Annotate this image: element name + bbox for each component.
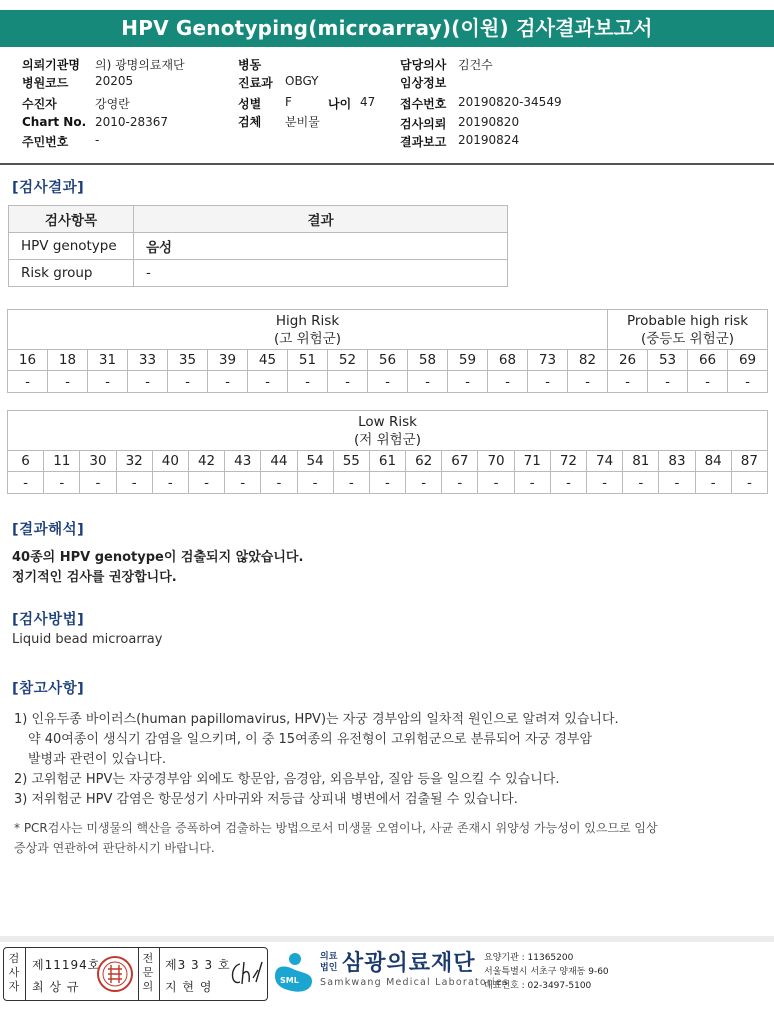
genotype-result-cell: -	[225, 472, 261, 494]
low-risk-label-ko: (저 위험군)	[354, 431, 421, 448]
specialist-label-text: 전 문 의	[142, 952, 154, 993]
sex-value: F	[285, 95, 292, 109]
genotype-result-cell: -	[88, 371, 128, 393]
genotype-result-cell: -	[514, 472, 550, 494]
high-risk-group-header	[8, 310, 608, 350]
genotype-cell: 62	[406, 451, 442, 472]
signature-box	[3, 947, 268, 1001]
report-date: 20190824	[458, 133, 520, 147]
genotype-result-cell: -	[623, 472, 659, 494]
sex-label: 성별	[238, 97, 262, 111]
genotype-result-cell: -	[44, 472, 80, 494]
genotype-result-cell: -	[478, 472, 514, 494]
genotype-cell: 30	[80, 451, 116, 472]
request-label: 검사의뢰	[400, 117, 447, 131]
genotype-cell: 51	[288, 350, 328, 371]
genotype-result-cell: -	[48, 371, 88, 393]
age-label: 나이	[328, 97, 352, 111]
genotype-cell: 61	[369, 451, 405, 472]
genotype-cell: 67	[442, 451, 478, 472]
genotype-result-cell: -	[406, 472, 442, 494]
genotype-cell: 55	[333, 451, 369, 472]
genotype-value-row	[8, 472, 768, 494]
section-notes-heading: [참고사항]	[12, 681, 85, 697]
low-risk-group-header	[8, 411, 768, 451]
corp-label-line: 법인	[320, 963, 338, 973]
genotype-result-cell: -	[728, 371, 768, 393]
high-risk-table	[7, 309, 768, 393]
genotype-result-cell: -	[369, 472, 405, 494]
note-item: 1) 인유두종 바이러스(human papillomavirus, HPV)는 자궁 경부암의 일차적 원인으로 알려져 있습니다.	[14, 712, 619, 727]
genotype-result-cell: -	[550, 472, 586, 494]
request-date: 20190820	[458, 115, 520, 129]
note-item: 3) 저위험군 HPV 감염은 항문성기 사마귀와 저등급 상피내 병변에서 검출될 수 있습니다.	[14, 792, 518, 807]
org-logo	[270, 944, 770, 1004]
genotype-cell: 52	[328, 350, 368, 371]
genotype-cell: 87	[731, 451, 767, 472]
hospital-code-value: 20205	[95, 74, 134, 88]
genotype-cell: 53	[648, 350, 688, 371]
genotype-cell: 42	[188, 451, 224, 472]
specialist-name: 지 현 영	[165, 980, 213, 994]
probable-high-risk-label: Probable high risk	[627, 312, 749, 329]
org-name: 삼광의료재단	[342, 951, 476, 976]
result-value: 음성	[134, 233, 508, 260]
genotype-row	[8, 451, 768, 472]
specialist-label	[139, 952, 157, 994]
note-item: 2) 고위험군 HPV는 자궁경부암 외에도 항문암, 음경암, 외음부암, 질암 등을 일으킬 수 있습니다.	[14, 772, 560, 787]
genotype-cell: 71	[514, 451, 550, 472]
result-item: Risk group	[9, 260, 134, 287]
genotype-result-cell: -	[442, 472, 478, 494]
corp-label-line: 의료	[320, 952, 338, 962]
specimen-value: 분비물	[285, 115, 320, 129]
note-item-continued: 약 40여종이 생식기 감염을 일으키며, 이 중 15여종의 유전형이 고위험군으로 분류되어 자궁 경부암	[28, 732, 593, 747]
doctor-label: 담당의사	[400, 58, 447, 72]
genotype-result-cell: -	[608, 371, 648, 393]
corp-label	[320, 952, 337, 974]
genotype-result-cell: -	[8, 472, 44, 494]
result-table	[8, 205, 508, 287]
section-interpretation-heading: [결과해석]	[12, 522, 85, 538]
genotype-cell: 35	[168, 350, 208, 371]
chart-label: Chart No.	[22, 115, 87, 129]
specimen-label: 검체	[238, 115, 262, 129]
genotype-result-cell: -	[152, 472, 188, 494]
result-value: -	[134, 260, 508, 287]
clinical-label: 임상정보	[400, 76, 447, 90]
genotype-result-cell: -	[488, 371, 528, 393]
genotype-cell: 54	[297, 451, 333, 472]
genotype-cell: 74	[587, 451, 623, 472]
interpretation-line: 정기적인 검사를 권장합니다.	[12, 570, 177, 585]
genotype-cell: 40	[152, 451, 188, 472]
examiner-seal-icon	[96, 955, 134, 993]
genotype-cell: 69	[728, 350, 768, 371]
genotype-cell: 45	[248, 350, 288, 371]
genotype-value-row	[8, 371, 768, 393]
genotype-result-cell: -	[188, 472, 224, 494]
footnote	[14, 818, 658, 858]
genotype-cell: 84	[695, 451, 731, 472]
result-header-item: 검사항목	[9, 206, 134, 233]
probable-high-risk-label-ko: (중등도 위험군)	[640, 330, 735, 347]
genotype-cell: 6	[8, 451, 44, 472]
genotype-result-cell: -	[208, 371, 248, 393]
probable-high-risk-group-header	[608, 310, 768, 350]
genotype-result-cell: -	[8, 371, 48, 393]
examiner-label	[5, 952, 23, 994]
high-risk-label: High Risk	[275, 312, 340, 329]
org-code: 요양기관 : 11365200	[484, 953, 574, 963]
org-phone: 대표번호 : 02-3497-5100	[484, 981, 592, 991]
genotype-cell: 32	[116, 451, 152, 472]
genotype-cell: 58	[408, 350, 448, 371]
section-result-heading: [검사결과]	[12, 180, 85, 196]
genotype-cell: 83	[659, 451, 695, 472]
genotype-result-cell: -	[116, 472, 152, 494]
genotype-cell: 31	[88, 350, 128, 371]
genotype-result-cell: -	[448, 371, 488, 393]
genotype-cell: 43	[225, 451, 261, 472]
genotype-cell: 68	[488, 350, 528, 371]
examiner-label-text: 검 사 자	[8, 952, 20, 993]
chart-value: 2010-28367	[95, 115, 169, 129]
specialist-license-no: 제3 3 3 호	[165, 958, 231, 972]
institution-value: 의) 광명의료재단	[95, 58, 185, 72]
specialist-signature-icon	[226, 956, 264, 992]
genotype-cell: 16	[8, 350, 48, 371]
genotype-cell: 81	[623, 451, 659, 472]
footnote-line: * PCR검사는 미생물의 핵산을 증폭하여 검출하는 방법으로서 미생물 오염이나, 사균 존재시 위양성 가능성이 있으므로 임상	[14, 821, 658, 835]
genotype-result-cell: -	[408, 371, 448, 393]
divider	[25, 948, 26, 1000]
genotype-result-cell: -	[695, 472, 731, 494]
genotype-cell: 56	[368, 350, 408, 371]
low-risk-table	[7, 410, 768, 494]
org-address: 서울특별시 서초구 양재동 9-60	[484, 967, 609, 977]
org-info	[484, 951, 609, 993]
genotype-result-cell: -	[368, 371, 408, 393]
genotype-result-cell: -	[568, 371, 608, 393]
examiner-license-no: 제11194호	[32, 958, 101, 972]
notes-list	[14, 710, 619, 810]
genotype-cell: 70	[478, 451, 514, 472]
dept-value: OBGY	[285, 74, 319, 88]
age-value: 47	[360, 95, 376, 109]
genotype-cell: 11	[44, 451, 80, 472]
genotype-result-cell: -	[528, 371, 568, 393]
genotype-result-cell: -	[333, 472, 369, 494]
result-header-result: 결과	[134, 206, 508, 233]
genotype-result-cell: -	[587, 472, 623, 494]
report-title: HPV Genotyping(microarray)(이원) 검사결과보고서	[0, 10, 774, 47]
genotype-result-cell: -	[328, 371, 368, 393]
table-row	[9, 260, 508, 287]
genotype-cell: 59	[448, 350, 488, 371]
genotype-result-cell: -	[297, 472, 333, 494]
genotype-result-cell: -	[261, 472, 297, 494]
info-divider	[0, 163, 774, 165]
genotype-result-cell: -	[80, 472, 116, 494]
genotype-result-cell: -	[648, 371, 688, 393]
receipt-label: 접수번호	[400, 97, 447, 111]
resident-label: 주민번호	[22, 135, 69, 149]
report-label: 결과보고	[400, 135, 447, 149]
interpretation-line: 40종의 HPV genotype이 검출되지 않았습니다.	[12, 550, 304, 565]
genotype-cell: 66	[688, 350, 728, 371]
method-text: Liquid bead microarray	[12, 632, 163, 647]
genotype-result-cell: -	[731, 472, 767, 494]
footer-divider	[0, 936, 774, 942]
resident-value: -	[95, 133, 100, 147]
receipt-value: 20190820-34549	[458, 95, 562, 109]
org-name-en: Samkwang Medical Laboratories	[320, 977, 510, 988]
result-item: HPV genotype	[9, 233, 134, 260]
dept-label: 진료과	[238, 76, 273, 90]
divider	[159, 948, 160, 1000]
patient-value: 강영란	[95, 97, 130, 111]
genotype-result-cell: -	[688, 371, 728, 393]
footnote-line: 증상과 연관하여 판단하시기 바랍니다.	[14, 841, 215, 855]
hospital-code-label: 병원코드	[22, 76, 69, 90]
low-risk-label: Low Risk	[358, 413, 417, 430]
genotype-cell: 73	[528, 350, 568, 371]
genotype-cell: 44	[261, 451, 297, 472]
genotype-result-cell: -	[168, 371, 208, 393]
sml-logo-icon	[272, 950, 314, 994]
ward-label: 병동	[238, 58, 262, 72]
genotype-result-cell: -	[128, 371, 168, 393]
genotype-cell: 82	[568, 350, 608, 371]
table-row	[9, 233, 508, 260]
genotype-cell: 26	[608, 350, 648, 371]
high-risk-label-ko: (고 위험군)	[274, 330, 342, 347]
genotype-row	[8, 350, 768, 371]
note-item-continued: 발병과 관련이 있습니다.	[28, 752, 166, 767]
interpretation-text	[12, 548, 303, 588]
genotype-cell: 72	[550, 451, 586, 472]
genotype-cell: 33	[128, 350, 168, 371]
section-method-heading: [검사방법]	[12, 612, 85, 628]
doctor-value: 김건수	[458, 58, 493, 72]
patient-info	[0, 54, 774, 164]
genotype-cell: 18	[48, 350, 88, 371]
genotype-cell: 39	[208, 350, 248, 371]
genotype-result-cell: -	[248, 371, 288, 393]
examiner-name: 최 상 규	[32, 980, 80, 994]
genotype-result-cell: -	[659, 472, 695, 494]
logo-text: SML	[280, 976, 299, 985]
genotype-result-cell: -	[288, 371, 328, 393]
patient-label: 수진자	[22, 97, 57, 111]
institution-label: 의뢰기관명	[22, 58, 80, 72]
